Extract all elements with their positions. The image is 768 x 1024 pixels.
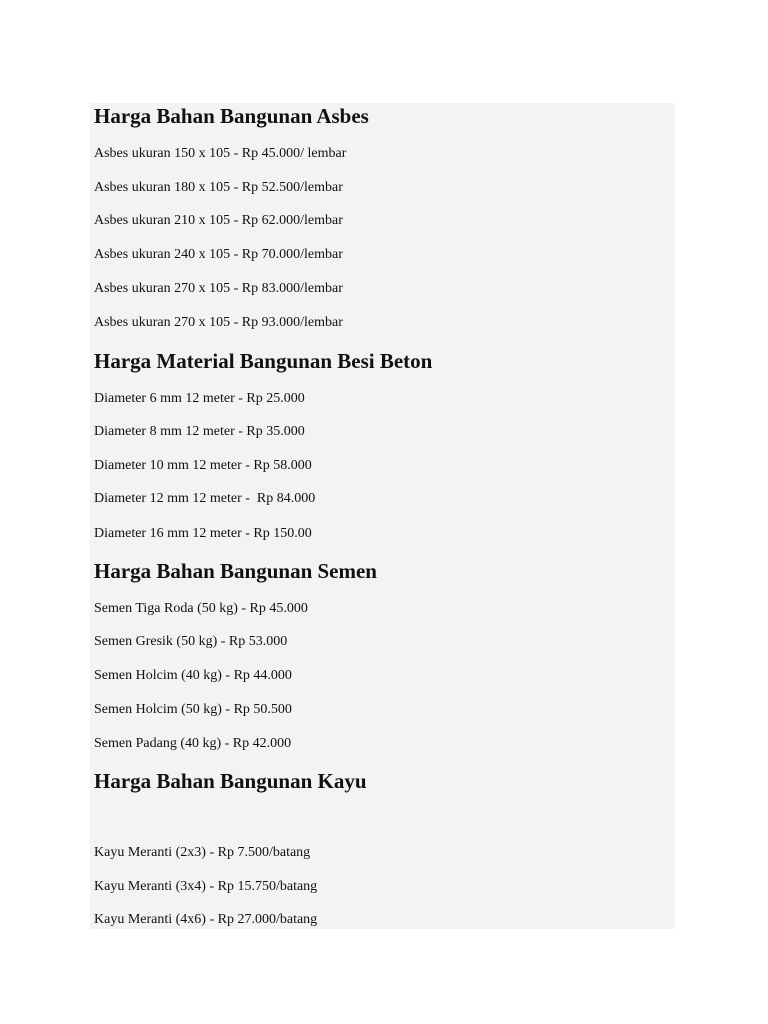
list-item: Asbes ukuran 240 x 105 - Rp 70.000/lembar bbox=[94, 247, 343, 262]
list-item: Kayu Meranti (3x4) - Rp 15.750/batang bbox=[94, 879, 318, 894]
list-item: Semen Gresik (50 kg) - Rp 53.000 bbox=[94, 634, 288, 649]
list-item: Asbes ukuran 270 x 105 - Rp 93.000/lembar bbox=[94, 315, 343, 330]
list-item: Semen Holcim (50 kg) - Rp 50.500 bbox=[94, 702, 292, 717]
document-page bbox=[90, 103, 675, 929]
list-item: Semen Tiga Roda (50 kg) - Rp 45.000 bbox=[94, 601, 308, 616]
list-item: Kayu Meranti (2x3) - Rp 7.500/batang bbox=[94, 845, 311, 860]
list-item: Asbes ukuran 150 x 105 - Rp 45.000/ lembar bbox=[94, 146, 347, 161]
list-item: Diameter 12 mm 12 meter - Rp 84.000 bbox=[94, 491, 316, 506]
section-heading: Harga Bahan Bangunan Asbes bbox=[94, 104, 369, 128]
list-item: Kayu Meranti (4x6) - Rp 27.000/batang bbox=[94, 912, 318, 927]
list-item: Semen Padang (40 kg) - Rp 42.000 bbox=[94, 736, 292, 751]
list-item: Asbes ukuran 180 x 105 - Rp 52.500/lembar bbox=[94, 180, 343, 195]
list-item: Diameter 10 mm 12 meter - Rp 58.000 bbox=[94, 458, 312, 473]
section-heading: Harga Material Bangunan Besi Beton bbox=[94, 349, 433, 373]
section-heading: Harga Bahan Bangunan Kayu bbox=[94, 769, 367, 793]
list-item: Diameter 8 mm 12 meter - Rp 35.000 bbox=[94, 424, 305, 439]
list-item: Asbes ukuran 270 x 105 - Rp 83.000/lembar bbox=[94, 281, 343, 296]
section-heading: Harga Bahan Bangunan Semen bbox=[94, 559, 377, 583]
list-item: Diameter 6 mm 12 meter - Rp 25.000 bbox=[94, 391, 305, 406]
list-item: Semen Holcim (40 kg) - Rp 44.000 bbox=[94, 668, 292, 683]
list-item: Diameter 16 mm 12 meter - Rp 150.00 bbox=[94, 526, 312, 541]
list-item: Asbes ukuran 210 x 105 - Rp 62.000/lembar bbox=[94, 213, 343, 228]
